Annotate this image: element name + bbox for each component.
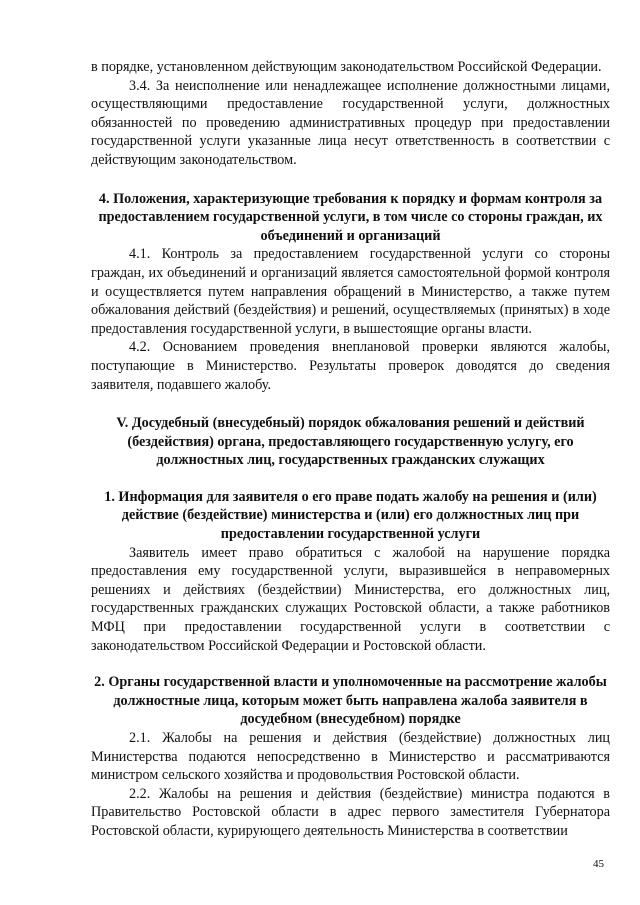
spacer (91, 394, 610, 414)
paragraph-4-1: 4.1. Контроль за предоставлением государственной услуги со стороны граждан, их объединений и организаций является самостоятельной формой контроля и осуществляется путем направления обращений в Министерство, а также путем обжалования действий (бездействия) и решений, осуществляемых (принятых) в ходе предоставления государственной услуги, в вышестоящие органы власти. (91, 246, 610, 337)
spacer (91, 655, 610, 673)
paragraph-3-4: 3.4. За неисполнение или ненадлежащее исполнение должностными лицами, осуществляющими предоставление государственной услуги, должностных обязанностей по проведению административных процедур при предоставлении государственной услуги указанные лица несут ответственность в соответствии с действующим законодательством. (91, 77, 610, 168)
paragraph-2-2: 2.2. Жалобы на решения и действия (бездействие) министра подаются в Правительство Ростовской области в адрес первого заместителя Губернатора Ростовской области, курирующего деятельность Министерства в соответствии (91, 785, 610, 839)
paragraph-continuation: в порядке, установленном действующим законодательством Российской Федерации. (91, 59, 602, 75)
subsection-heading-2: 2. Органы государственной власти и уполномоченные на рассмотрение жалобы должностные лица, которым может быть направлена жалоба заявителя в досудебном (внесудебном) порядке (94, 674, 607, 728)
subsection-heading-1: 1. Информация для заявителя о его праве подать жалобу на решения и (или) действие (бездействие) министерства и (или) его должностных лиц при предоставлении государственной услуги (104, 488, 597, 543)
paragraph-2-1: 2.1. Жалобы на решения и действия (бездействие) должностных лиц Министерства подаются непосредственно в Министерство и рассматриваются министром сельского хозяйства и продовольствия Ростовской области. (91, 730, 610, 784)
spacer (91, 470, 610, 488)
section-heading-4: 4. Положения, характеризующие требования к порядку и формам контроля за предоставлением государственной услуги, в том числе со стороны граждан, их объединений и организаций (98, 190, 603, 244)
paragraph-complaint-right: Заявитель имеет право обратиться с жалобой на нарушение порядка предоставления ему государственной услуги, выразившейся в неправомерных решениях и действиях (бездействии) Министерства, его должностных лиц, государственных гражданских служащих Ростовской области, а также работников МФЦ при предоставлении государственной услуги в соответствии с законодательством Российской Федерации и Ростовской области. (91, 544, 610, 654)
spacer (91, 170, 610, 190)
page-number: 45 (593, 858, 604, 870)
paragraph-4-2: 4.2. Основанием проведения внеплановой проверки являются жалобы, поступающие в Министерство. Результаты проверок доводятся до сведения заявителя, подавшего жалобу. (91, 339, 610, 393)
section-heading-v: V. Досудебный (внесудебный) порядок обжалования решений и действий (бездействия) органа, предоставляющего государственную услугу, его должностных лиц, государственных гражданских служащих (116, 415, 585, 469)
document-page (91, 58, 610, 841)
